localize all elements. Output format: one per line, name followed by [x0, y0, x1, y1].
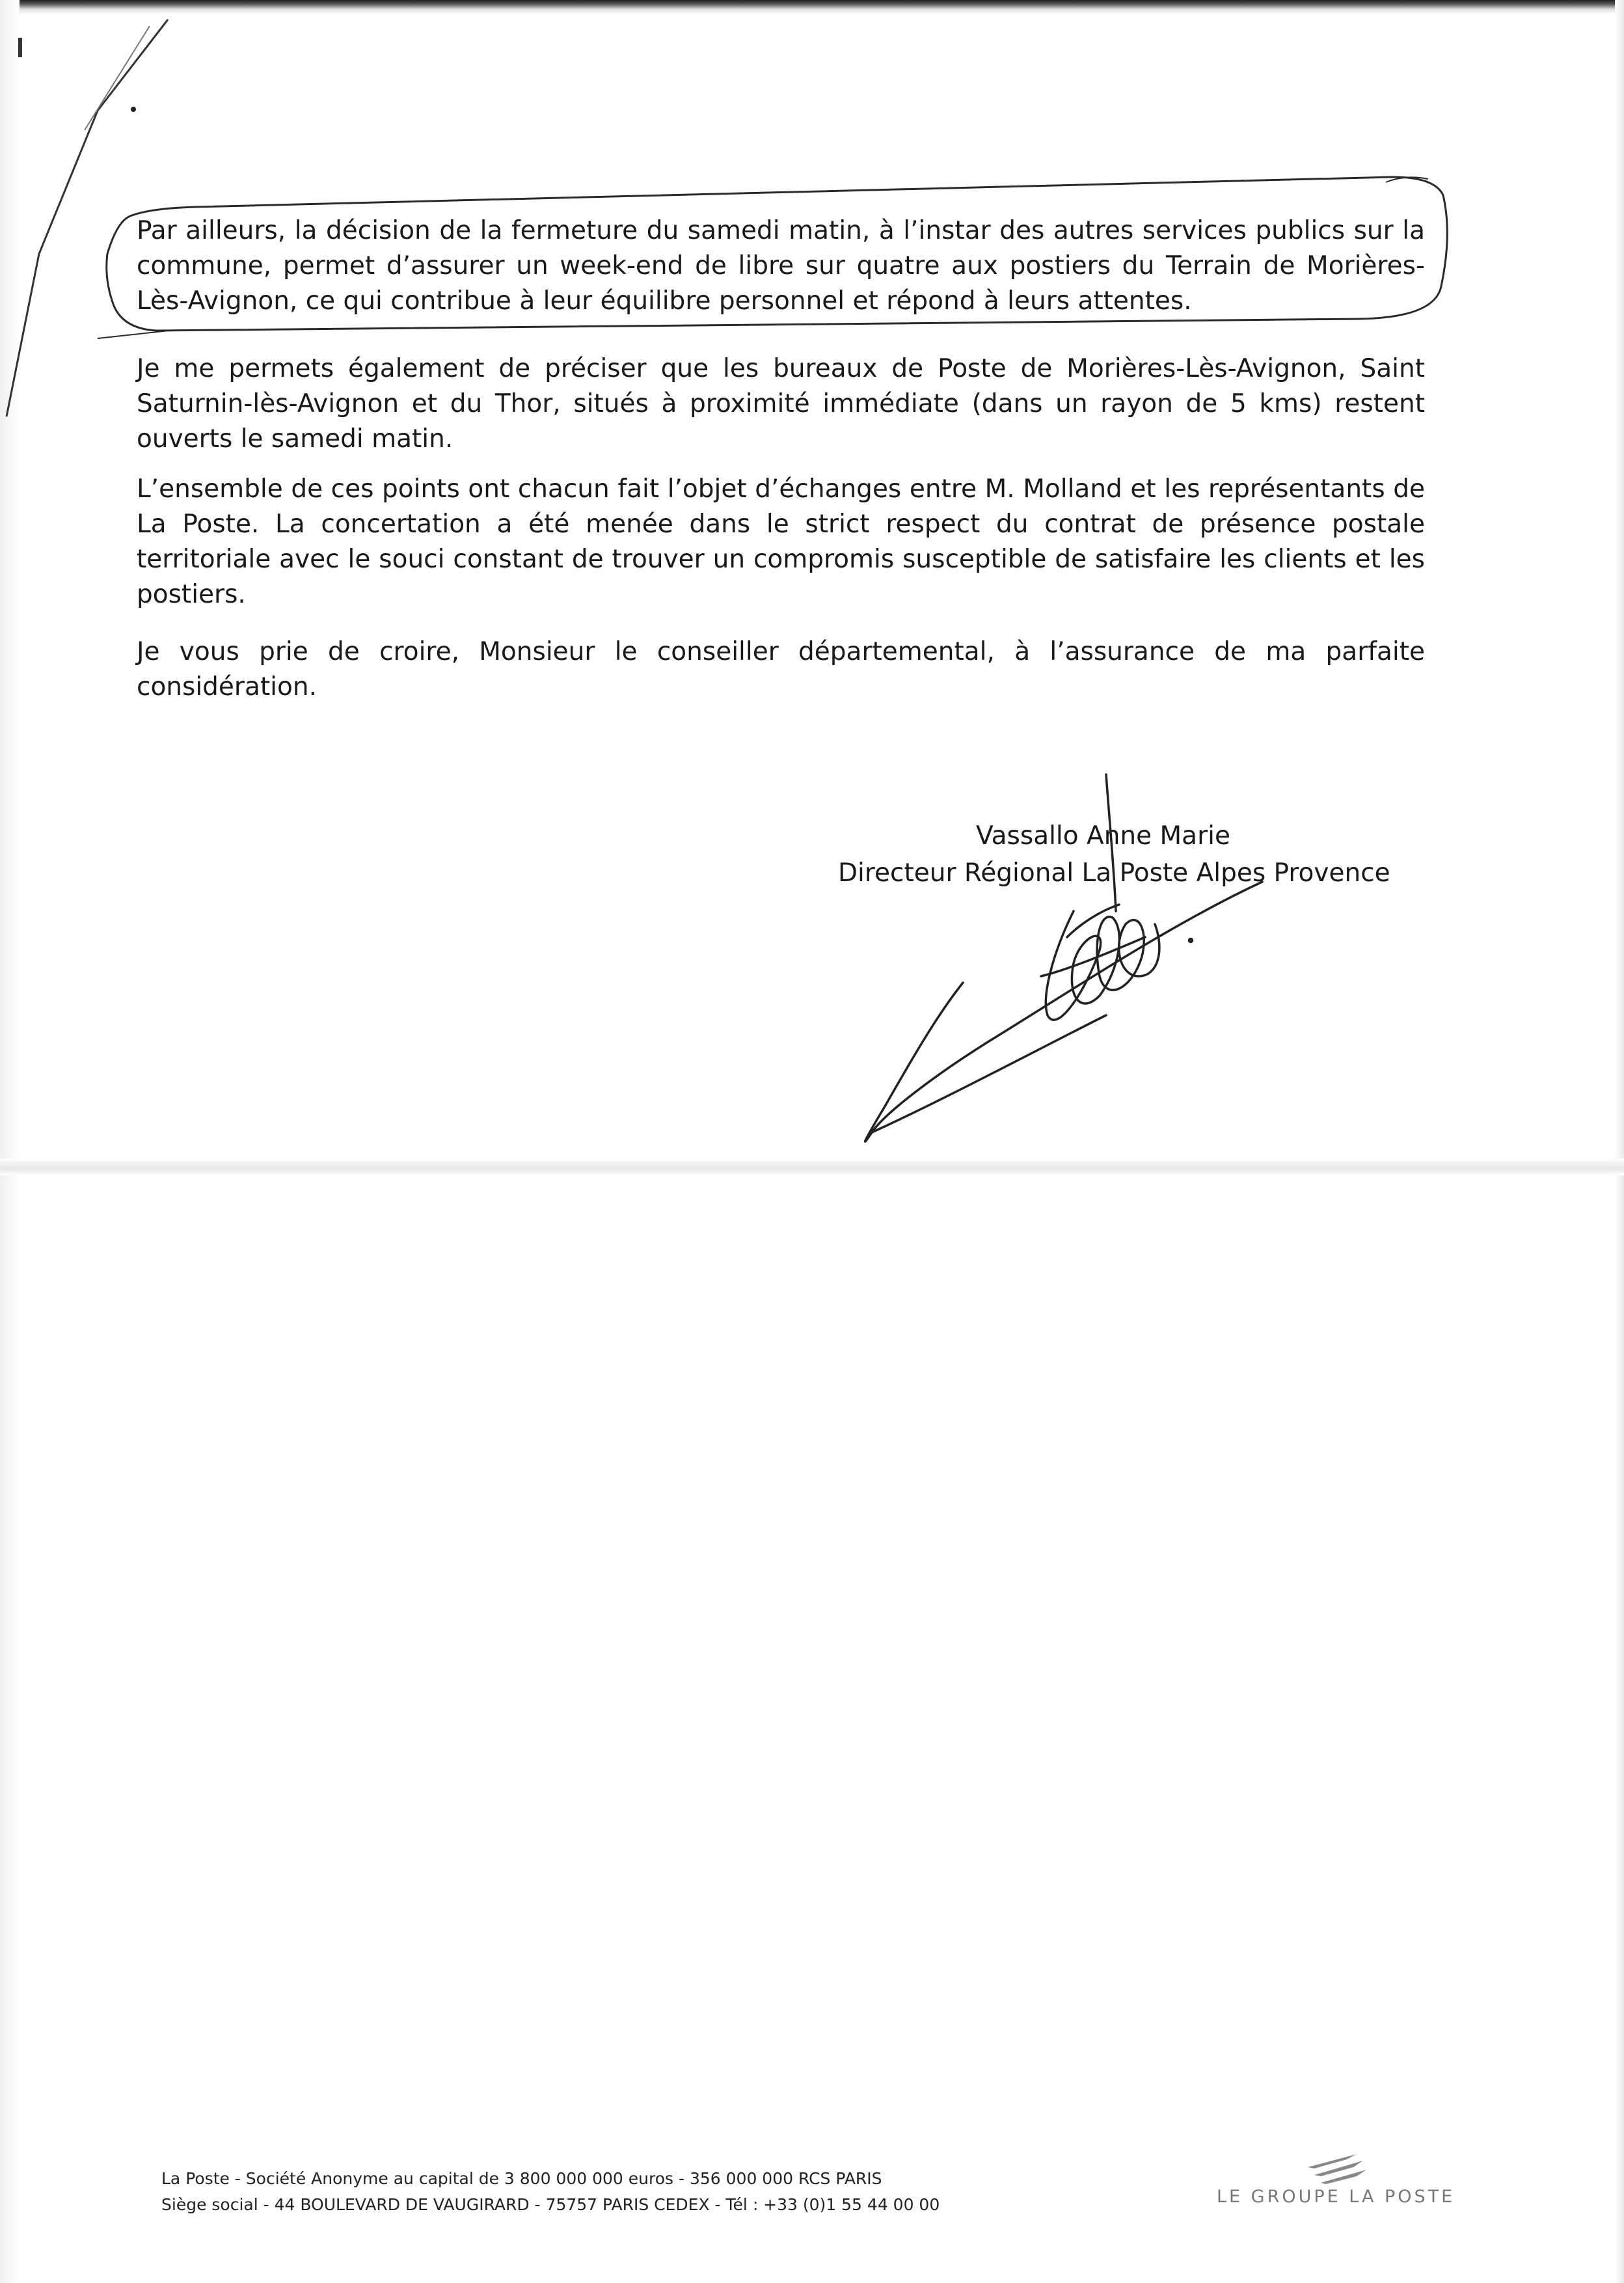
la-poste-group-logo: [1217, 2141, 1457, 2219]
letter-paragraph-3: L’ensemble de ces points ont chacun fait l’objet d’échanges entre M. Molland et les représentants de La Poste. La concertation a été menée dans le strict respect du contrat de présence postale territoriale avec le souci constant de trouver un compromis susceptible de satisfaire les clients et les postiers.: [137, 474, 1425, 609]
footer-legal-line-1: La Poste - Société Anonyme au capital de 3 800 000 000 euros - 356 000 000 RCS PARIS: [161, 2169, 882, 2188]
group-logo-text: LE GROUPE LA POSTE: [1217, 2187, 1455, 2207]
scan-right-edge: [1615, 0, 1624, 2283]
la-poste-bird-icon: [1217, 2141, 1457, 2187]
signatory-title: Directeur Régional La Poste Alpes Provence: [838, 858, 1390, 888]
letter-paragraph-2: Je me permets également de préciser que les bureaux de Poste de Morières-Lès-Avignon, Saint Saturnin-lès-Avignon et du Thor, situés à proximité immédiate (dans un rayon de 5 kms) restent ouverts le samedi matin.: [137, 354, 1425, 454]
scan-left-edge: [0, 0, 20, 2283]
letter-paragraph-4: Je vous prie de croire, Monsieur le conseiller départemental, à l’assurance de ma parfaite considération.: [137, 637, 1425, 702]
signatory-name: Vassallo Anne Marie: [976, 821, 1230, 851]
scan-top-edge: [0, 0, 1624, 14]
footer-legal-text: [161, 2166, 940, 2218]
footer-legal-line-2: Siège social - 44 BOULEVARD DE VAUGIRARD - 75757 PARIS CEDEX - Tél : +33 (0)1 55 44 00 00: [161, 2195, 940, 2214]
letter-paragraph-1: Par ailleurs, la décision de la fermeture du samedi matin, à l’instar des autres services publics sur la commune, permet d’assurer un week-end de libre sur quatre aux postiers du Terrain de Morières-Lès-Avignon, ce qui contribue à leur équilibre personnel et répond à leurs attentes.: [137, 216, 1425, 316]
paper-fold-line: [0, 1158, 1624, 1175]
